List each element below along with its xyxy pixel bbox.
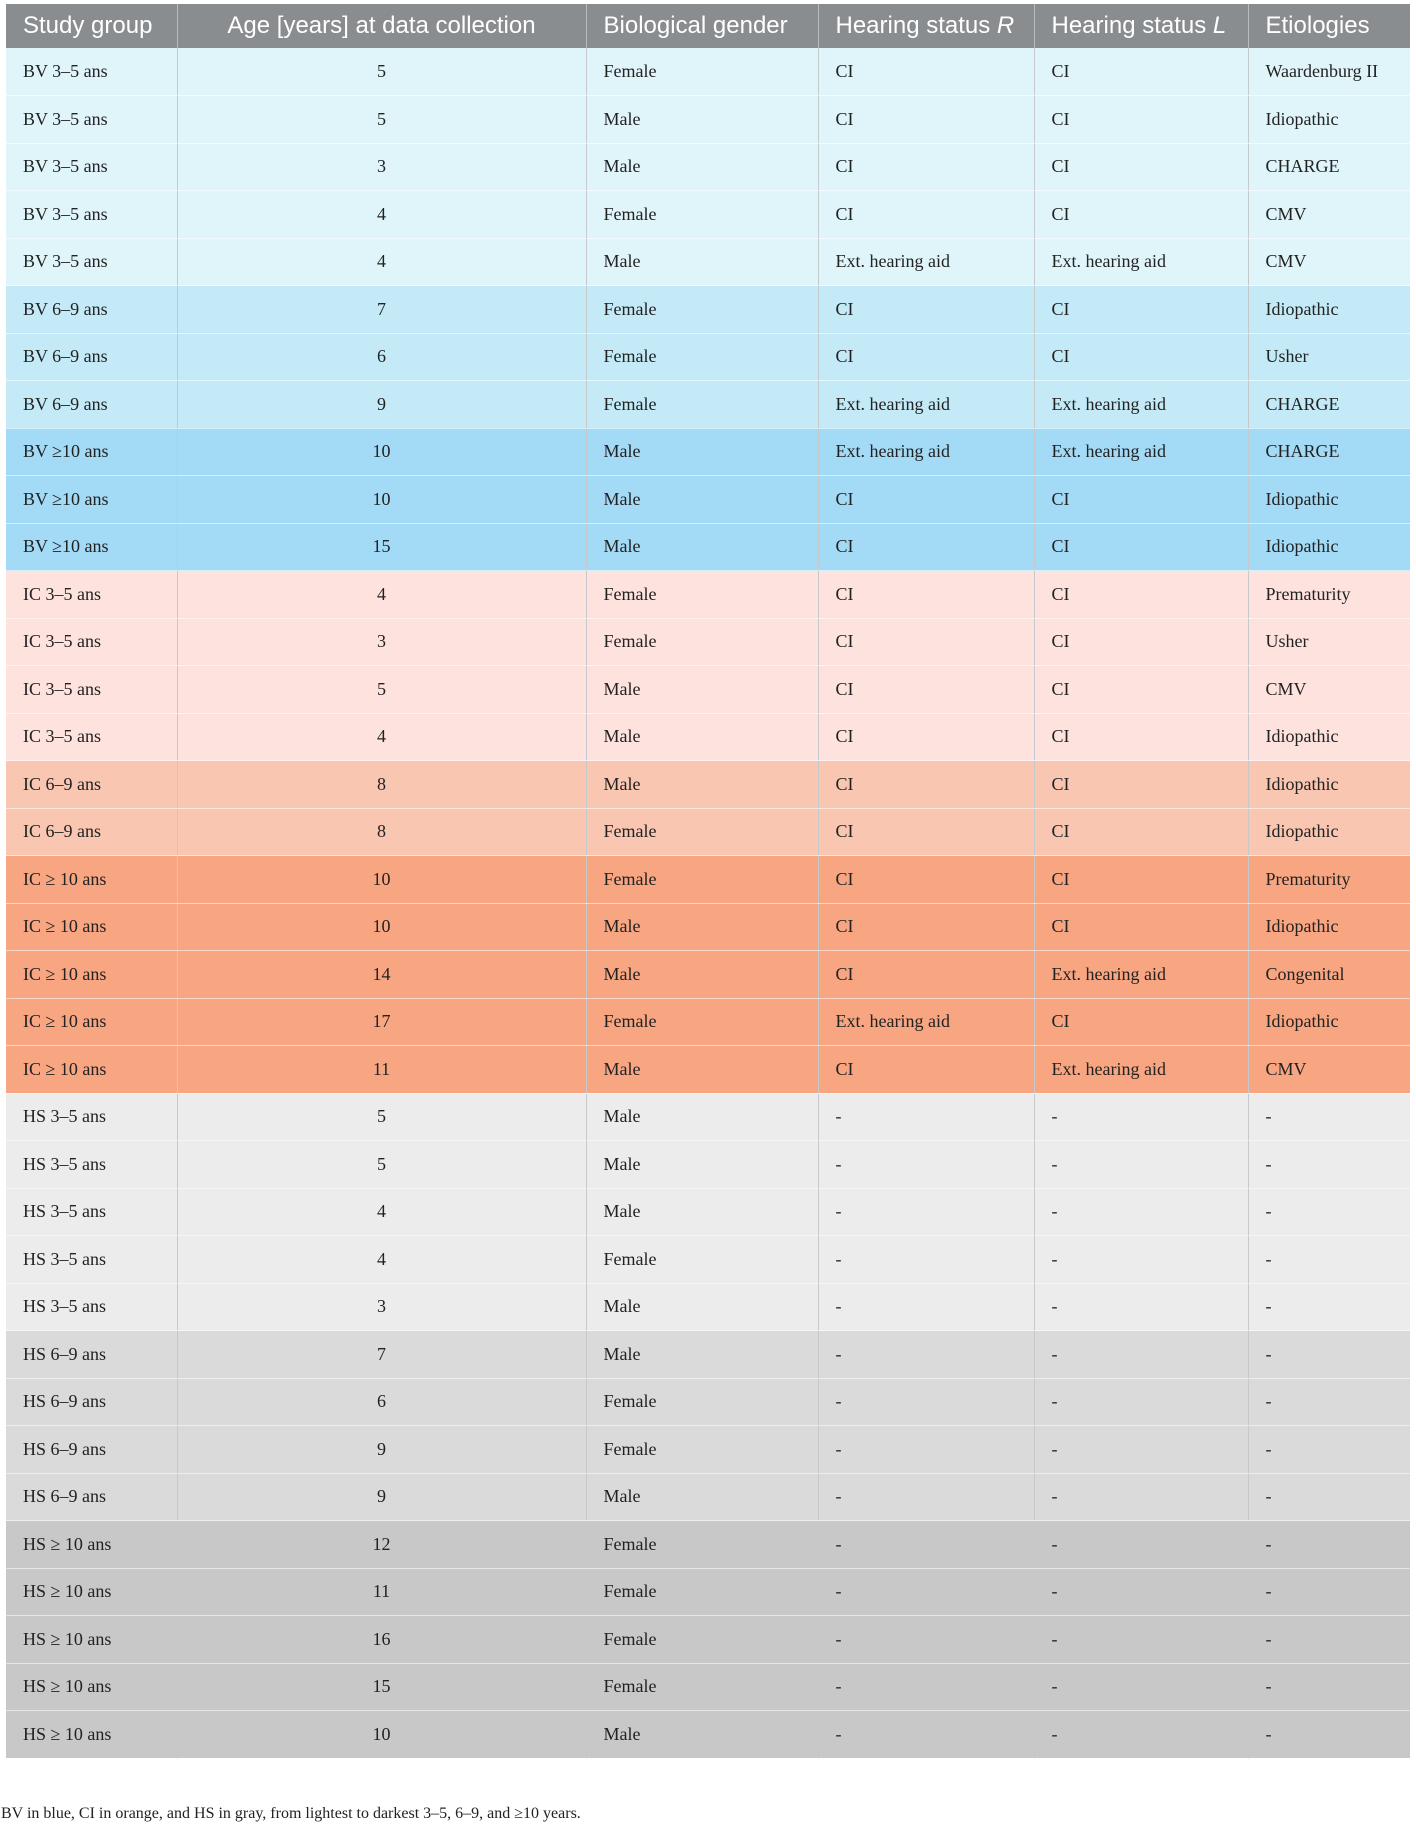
cell-hearing-l: - [1034,1426,1248,1474]
cell-hearing-r: - [818,1663,1034,1711]
cell-etiology: Usher [1248,333,1410,381]
cell-etiology: - [1248,1141,1410,1189]
cell-hearing-l: CI [1034,761,1248,809]
cell-hearing-l: - [1034,1093,1248,1141]
cell-gender: Female [586,1568,818,1616]
cell-age: 10 [177,856,586,904]
cell-etiology: - [1248,1568,1410,1616]
cell-hearing-l: - [1034,1711,1248,1759]
cell-hearing-r: - [818,1236,1034,1284]
cell-hearing-l: CI [1034,618,1248,666]
cell-etiology: CMV [1248,238,1410,286]
cell-age: 5 [177,666,586,714]
cell-gender: Male [586,1141,818,1189]
cell-etiology: - [1248,1616,1410,1664]
cell-study-group: HS ≥ 10 ans [6,1568,177,1616]
cell-etiology: - [1248,1711,1410,1759]
cell-gender: Male [586,1711,818,1759]
cell-etiology: Idiopathic [1248,476,1410,524]
cell-hearing-r: - [818,1093,1034,1141]
cell-hearing-l: CI [1034,48,1248,96]
cell-study-group: HS 6–9 ans [6,1426,177,1474]
cell-age: 5 [177,1093,586,1141]
cell-study-group: BV ≥10 ans [6,523,177,571]
cell-hearing-r: CI [818,143,1034,191]
cell-study-group: IC 3–5 ans [6,618,177,666]
cell-age: 5 [177,1141,586,1189]
cell-study-group: IC ≥ 10 ans [6,903,177,951]
cell-hearing-r: CI [818,666,1034,714]
cell-etiology: CHARGE [1248,428,1410,476]
cell-hearing-r: CI [818,761,1034,809]
cell-gender: Male [586,523,818,571]
cell-hearing-l: - [1034,1188,1248,1236]
cell-gender: Male [586,1093,818,1141]
cell-hearing-l: CI [1034,96,1248,144]
cell-study-group: HS 3–5 ans [6,1093,177,1141]
table-row [6,951,1410,999]
cell-hearing-r: Ext. hearing aid [818,428,1034,476]
cell-hearing-r: CI [818,48,1034,96]
cell-hearing-r: CI [818,903,1034,951]
cell-study-group: IC ≥ 10 ans [6,1046,177,1094]
cell-etiology: CMV [1248,191,1410,239]
header-hearing-status-r: Hearing status R [818,4,1034,48]
cell-hearing-r: CI [818,333,1034,381]
cell-study-group: IC 3–5 ans [6,571,177,619]
cell-hearing-l: - [1034,1663,1248,1711]
cell-age: 6 [177,333,586,381]
cell-hearing-l: - [1034,1521,1248,1569]
cell-study-group: IC 3–5 ans [6,713,177,761]
cell-hearing-r: Ext. hearing aid [818,238,1034,286]
cell-age: 7 [177,286,586,334]
header-study-group: Study group [6,4,177,48]
cell-hearing-r: CI [818,96,1034,144]
cell-gender: Female [586,618,818,666]
cell-hearing-r: - [818,1473,1034,1521]
cell-study-group: HS ≥ 10 ans [6,1521,177,1569]
cell-hearing-l: Ext. hearing aid [1034,381,1248,429]
cell-hearing-r: CI [818,523,1034,571]
cell-hearing-r: CI [818,286,1034,334]
table-body [6,48,1410,1758]
cell-gender: Female [586,48,818,96]
cell-gender: Male [586,1331,818,1379]
cell-age: 15 [177,1663,586,1711]
cell-age: 4 [177,713,586,761]
table-row [6,1663,1410,1711]
table-row [6,1093,1410,1141]
table-row [6,1141,1410,1189]
cell-study-group: HS 6–9 ans [6,1331,177,1379]
cell-hearing-r: - [818,1426,1034,1474]
cell-hearing-r: CI [818,713,1034,761]
cell-gender: Female [586,381,818,429]
cell-hearing-l: - [1034,1473,1248,1521]
cell-age: 9 [177,1473,586,1521]
cell-gender: Male [586,761,818,809]
cell-hearing-r: - [818,1331,1034,1379]
cell-study-group: BV 3–5 ans [6,96,177,144]
cell-etiology: Idiopathic [1248,761,1410,809]
cell-age: 9 [177,1426,586,1474]
header-hearing-status-l: Hearing status L [1034,4,1248,48]
cell-etiology: - [1248,1378,1410,1426]
table-row [6,1283,1410,1331]
cell-study-group: BV ≥10 ans [6,476,177,524]
cell-study-group: IC 6–9 ans [6,808,177,856]
cell-hearing-l: CI [1034,998,1248,1046]
cell-gender: Female [586,1616,818,1664]
table-row [6,1331,1410,1379]
cell-gender: Female [586,571,818,619]
table-footnote: BV in blue, CI in orange, and HS in gray, from lightest to darkest 3–5, 6–9, and ≥10 years. [1,1805,581,1822]
table-row [6,856,1410,904]
cell-hearing-r: - [818,1711,1034,1759]
cell-age: 5 [177,96,586,144]
cell-gender: Female [586,1521,818,1569]
table-row [6,381,1410,429]
cell-study-group: HS 3–5 ans [6,1141,177,1189]
table-row [6,998,1410,1046]
cell-study-group: BV 3–5 ans [6,48,177,96]
cell-hearing-l: - [1034,1141,1248,1189]
cell-hearing-l: CI [1034,191,1248,239]
cell-hearing-r: CI [818,856,1034,904]
cell-age: 3 [177,1283,586,1331]
cell-etiology: Prematurity [1248,571,1410,619]
cell-age: 10 [177,428,586,476]
cell-etiology: - [1248,1473,1410,1521]
cell-gender: Male [586,666,818,714]
table-row [6,903,1410,951]
cell-hearing-l: CI [1034,666,1248,714]
cell-etiology: - [1248,1331,1410,1379]
cell-gender: Female [586,1378,818,1426]
cell-hearing-r: - [818,1188,1034,1236]
cell-etiology: Idiopathic [1248,998,1410,1046]
cell-etiology: Idiopathic [1248,523,1410,571]
cell-age: 9 [177,381,586,429]
cell-hearing-l: CI [1034,571,1248,619]
cell-gender: Female [586,856,818,904]
cell-age: 10 [177,476,586,524]
table-row [6,618,1410,666]
cell-hearing-r: - [818,1568,1034,1616]
cell-age: 10 [177,903,586,951]
table-row [6,666,1410,714]
cell-hearing-l: Ext. hearing aid [1034,238,1248,286]
cell-etiology: CMV [1248,666,1410,714]
table-row [6,143,1410,191]
cell-study-group: IC 6–9 ans [6,761,177,809]
cell-gender: Male [586,1283,818,1331]
cell-age: 14 [177,951,586,999]
cell-gender: Female [586,1236,818,1284]
cell-age: 17 [177,998,586,1046]
cell-gender: Male [586,96,818,144]
table-row [6,761,1410,809]
cell-hearing-l: - [1034,1616,1248,1664]
cell-age: 8 [177,808,586,856]
cell-hearing-l: - [1034,1283,1248,1331]
cell-hearing-r: Ext. hearing aid [818,381,1034,429]
cell-etiology: Idiopathic [1248,96,1410,144]
cell-age: 7 [177,1331,586,1379]
cell-age: 16 [177,1616,586,1664]
cell-study-group: BV 3–5 ans [6,191,177,239]
cell-hearing-l: CI [1034,143,1248,191]
table-row [6,523,1410,571]
cell-hearing-l: CI [1034,903,1248,951]
cell-age: 11 [177,1568,586,1616]
cell-gender: Female [586,808,818,856]
cell-gender: Female [586,1426,818,1474]
table-row [6,428,1410,476]
cell-etiology: Idiopathic [1248,808,1410,856]
cell-hearing-l: CI [1034,856,1248,904]
cell-etiology: Usher [1248,618,1410,666]
cell-gender: Male [586,1473,818,1521]
cell-study-group: IC 3–5 ans [6,666,177,714]
cell-study-group: HS ≥ 10 ans [6,1616,177,1664]
cell-hearing-l: CI [1034,713,1248,761]
cell-hearing-r: Ext. hearing aid [818,998,1034,1046]
cell-hearing-r: CI [818,1046,1034,1094]
cell-gender: Female [586,286,818,334]
cell-etiology: Idiopathic [1248,713,1410,761]
cell-study-group: HS 3–5 ans [6,1283,177,1331]
cell-hearing-r: CI [818,618,1034,666]
cell-etiology: - [1248,1521,1410,1569]
cell-hearing-l: - [1034,1378,1248,1426]
cell-gender: Female [586,998,818,1046]
table-row [6,333,1410,381]
cell-gender: Male [586,1188,818,1236]
cell-etiology: - [1248,1283,1410,1331]
cell-gender: Female [586,191,818,239]
cell-age: 12 [177,1521,586,1569]
cell-hearing-l: CI [1034,523,1248,571]
cell-etiology: Idiopathic [1248,286,1410,334]
cell-hearing-r: - [818,1378,1034,1426]
cell-hearing-r: - [818,1521,1034,1569]
cell-etiology: - [1248,1188,1410,1236]
header-etiologies: Etiologies [1248,4,1410,48]
table-row [6,808,1410,856]
cell-hearing-r: - [818,1616,1034,1664]
table-row [6,286,1410,334]
cell-age: 11 [177,1046,586,1094]
table-row [6,238,1410,286]
cell-etiology: CHARGE [1248,143,1410,191]
cell-gender: Male [586,143,818,191]
cell-age: 3 [177,143,586,191]
cell-hearing-l: CI [1034,476,1248,524]
table-header-row [6,4,1410,48]
cell-etiology: - [1248,1093,1410,1141]
cell-study-group: BV 6–9 ans [6,286,177,334]
header-age: Age [years] at data collection [177,4,586,48]
cell-hearing-r: - [818,1283,1034,1331]
cell-hearing-l: Ext. hearing aid [1034,951,1248,999]
cell-hearing-l: Ext. hearing aid [1034,1046,1248,1094]
cell-gender: Male [586,428,818,476]
cell-etiology: - [1248,1236,1410,1284]
cell-age: 4 [177,191,586,239]
table-row [6,48,1410,96]
cell-study-group: BV 3–5 ans [6,238,177,286]
cell-study-group: HS 3–5 ans [6,1236,177,1284]
table-row [6,1426,1410,1474]
participants-table [6,4,1410,1759]
cell-hearing-l: CI [1034,808,1248,856]
table-row [6,1188,1410,1236]
cell-gender: Male [586,713,818,761]
cell-study-group: BV 6–9 ans [6,333,177,381]
cell-hearing-l: - [1034,1568,1248,1616]
table-row [6,476,1410,524]
table-container [6,4,1410,1759]
cell-study-group: IC ≥ 10 ans [6,998,177,1046]
cell-etiology: - [1248,1663,1410,1711]
table-row [6,1521,1410,1569]
cell-study-group: HS ≥ 10 ans [6,1663,177,1711]
cell-hearing-r: CI [818,808,1034,856]
cell-hearing-r: - [818,1141,1034,1189]
cell-gender: Male [586,903,818,951]
cell-etiology: Waardenburg II [1248,48,1410,96]
cell-age: 4 [177,571,586,619]
table-row [6,571,1410,619]
cell-age: 10 [177,1711,586,1759]
cell-etiology: - [1248,1426,1410,1474]
cell-etiology: Idiopathic [1248,903,1410,951]
cell-study-group: HS ≥ 10 ans [6,1711,177,1759]
cell-study-group: HS 6–9 ans [6,1473,177,1521]
table-row [6,1616,1410,1664]
cell-hearing-l: - [1034,1236,1248,1284]
cell-gender: Male [586,238,818,286]
cell-study-group: BV ≥10 ans [6,428,177,476]
table-row [6,1568,1410,1616]
table-row [6,1236,1410,1284]
cell-hearing-r: CI [818,571,1034,619]
table-row [6,1711,1410,1759]
cell-age: 4 [177,1236,586,1284]
cell-gender: Male [586,951,818,999]
cell-gender: Male [586,1046,818,1094]
cell-etiology: CMV [1248,1046,1410,1094]
cell-hearing-l: CI [1034,333,1248,381]
cell-age: 6 [177,1378,586,1426]
cell-etiology: Congenital [1248,951,1410,999]
cell-study-group: HS 3–5 ans [6,1188,177,1236]
cell-age: 4 [177,1188,586,1236]
cell-age: 15 [177,523,586,571]
cell-age: 4 [177,238,586,286]
table-row [6,191,1410,239]
cell-hearing-r: CI [818,476,1034,524]
table-row [6,1046,1410,1094]
header-biological-gender: Biological gender [586,4,818,48]
cell-study-group: BV 6–9 ans [6,381,177,429]
cell-hearing-l: Ext. hearing aid [1034,428,1248,476]
cell-hearing-l: CI [1034,286,1248,334]
cell-gender: Male [586,476,818,524]
table-row [6,1473,1410,1521]
table-row [6,96,1410,144]
cell-etiology: CHARGE [1248,381,1410,429]
cell-age: 3 [177,618,586,666]
table-row [6,713,1410,761]
cell-study-group: IC ≥ 10 ans [6,951,177,999]
cell-age: 5 [177,48,586,96]
cell-hearing-l: - [1034,1331,1248,1379]
cell-hearing-r: CI [818,951,1034,999]
cell-hearing-r: CI [818,191,1034,239]
cell-age: 8 [177,761,586,809]
cell-gender: Female [586,1663,818,1711]
cell-study-group: BV 3–5 ans [6,143,177,191]
cell-etiology: Prematurity [1248,856,1410,904]
cell-gender: Female [586,333,818,381]
cell-study-group: IC ≥ 10 ans [6,856,177,904]
table-row [6,1378,1410,1426]
cell-study-group: HS 6–9 ans [6,1378,177,1426]
